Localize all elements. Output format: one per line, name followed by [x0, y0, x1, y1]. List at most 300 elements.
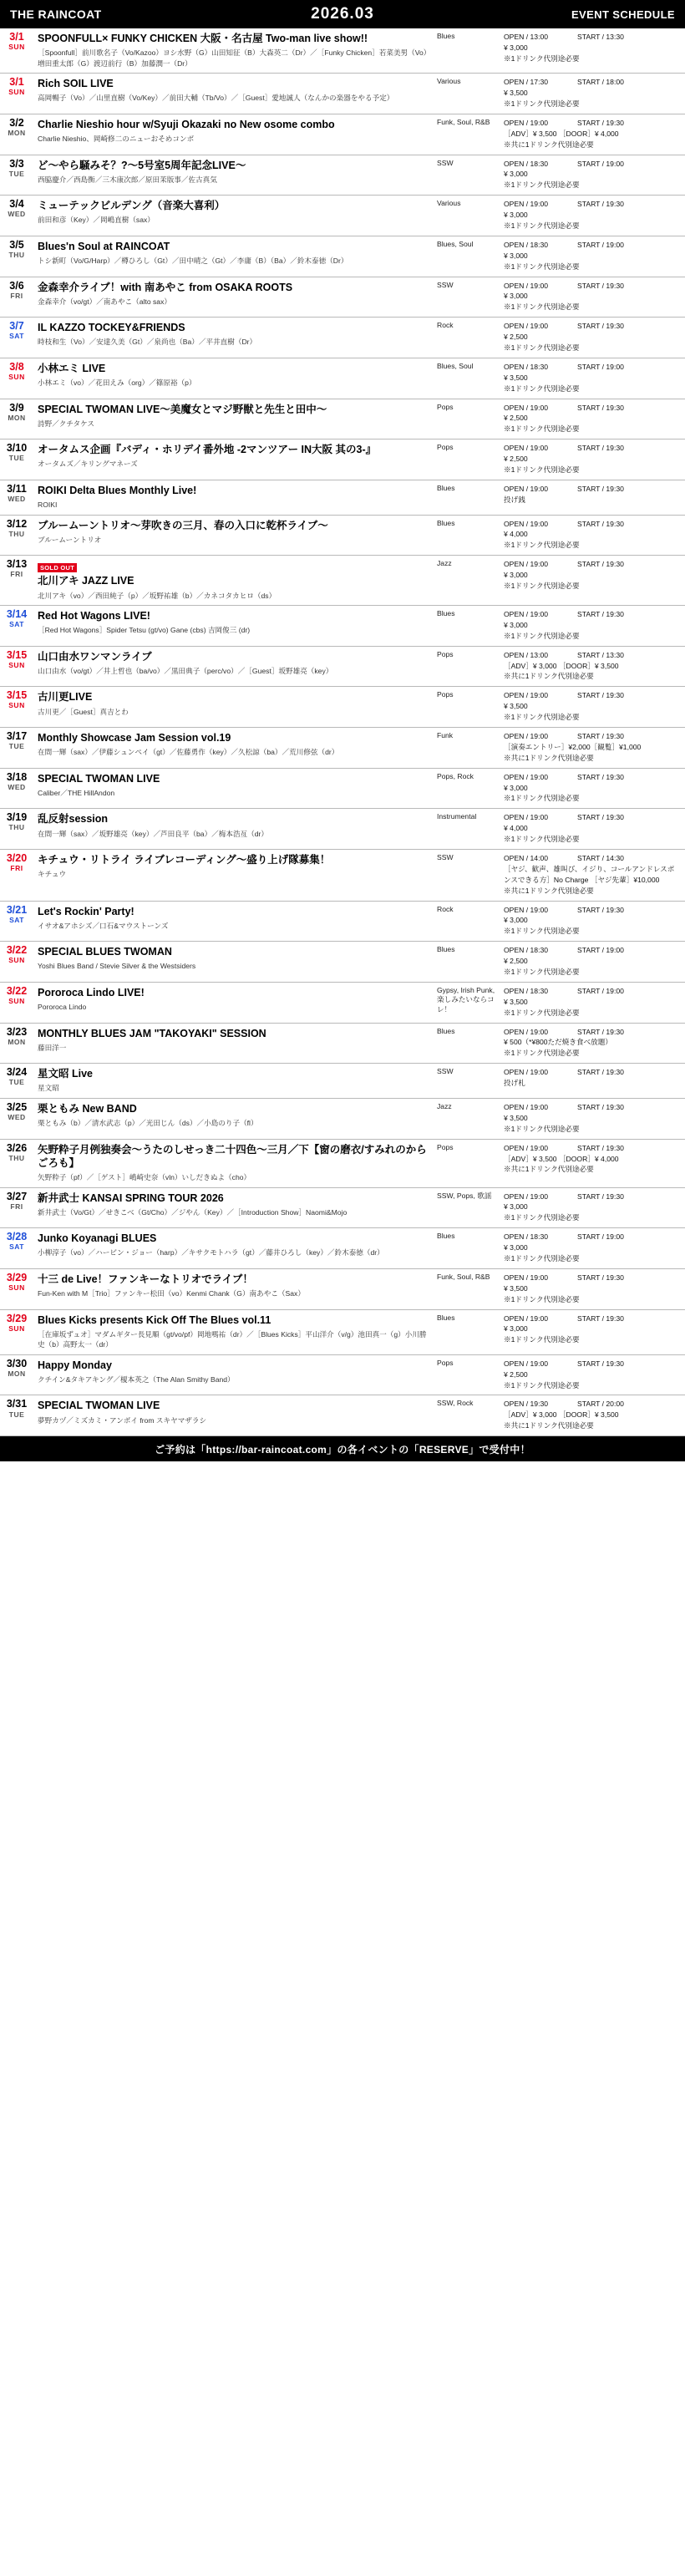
table-row[interactable] — [0, 1309, 685, 1354]
event-weekday: SUN — [8, 372, 25, 381]
event-note: ※1ドリンク代別途必要 — [504, 582, 580, 591]
event-title[interactable]: Blues'n Soul at RAINCOAT — [38, 240, 170, 252]
event-open-time: OPEN / 13:00 — [504, 33, 549, 41]
event-artists: 新井武士（Vo/Gt）／せきこべ（Gt/Cho）／ジやん（Key）／［Introduction Show］Naomi&Mojo — [38, 1207, 348, 1217]
event-day: 3/3 — [9, 157, 24, 170]
event-info-cell — [500, 155, 685, 196]
event-info-cell — [500, 399, 685, 439]
event-title[interactable]: Red Hot Wagons LIVE! — [38, 609, 150, 622]
event-note: ※共に1ドリンク代別途必要 — [504, 672, 594, 681]
table-row[interactable] — [0, 399, 685, 439]
event-title[interactable]: SPECIAL TWOMAN LIVE～美魔女とマジ野獣と先生と田中～ — [38, 403, 327, 415]
event-note: ※1ドリンク代別途必要 — [504, 631, 580, 640]
event-main-cell — [33, 849, 433, 901]
event-price: ¥ 4,000 — [504, 824, 528, 833]
table-row[interactable] — [0, 74, 685, 114]
event-price: ¥ 4,000 — [504, 530, 528, 539]
event-main-cell — [33, 1139, 433, 1187]
table-row[interactable] — [0, 1228, 685, 1269]
event-info-cell — [500, 236, 685, 277]
event-title[interactable]: Let's Rockin' Party! — [38, 905, 134, 917]
event-note: ※1ドリンク代別途必要 — [504, 713, 580, 722]
event-open-time: OPEN / 19:00 — [504, 905, 549, 914]
event-open-time: OPEN / 19:00 — [504, 1068, 549, 1077]
event-note: ※1ドリンク代別途必要 — [504, 1124, 580, 1133]
event-note: ※1ドリンク代別途必要 — [504, 99, 580, 108]
event-note: ※共に1ドリンク代別途必要 — [504, 1421, 594, 1430]
event-title[interactable]: 星文昭 Live — [38, 1068, 93, 1080]
event-day: 3/29 — [6, 1312, 28, 1324]
event-note: ※1ドリンク代別途必要 — [504, 1335, 580, 1344]
event-price: ¥ 3,000 — [504, 571, 528, 580]
event-open-time: OPEN / 19:00 — [504, 200, 549, 209]
event-price: ¥ 3,000 — [504, 916, 528, 925]
event-main-cell — [33, 646, 433, 687]
table-row[interactable] — [0, 1354, 685, 1395]
event-info-cell — [500, 277, 685, 318]
event-info-cell — [500, 1187, 685, 1228]
event-start-time: START / 19:00 — [577, 986, 624, 995]
event-title[interactable]: ROIKI Delta Blues Monthly Live! — [38, 484, 197, 496]
event-title[interactable]: Blues Kicks presents Kick Off The Blues vol.11 — [38, 1313, 271, 1326]
event-main-cell — [33, 439, 433, 480]
table-row[interactable] — [0, 318, 685, 358]
event-artists: 西脇慶介／西島衡／三木康次郎／原田茉版事／佐古真気 — [38, 175, 217, 184]
event-title[interactable]: 小林エミ LIVE — [38, 362, 106, 374]
event-info-cell — [500, 1064, 685, 1099]
event-main-cell — [33, 1309, 433, 1354]
event-main-cell — [33, 1064, 433, 1099]
event-title[interactable]: Happy Monday — [38, 1359, 112, 1371]
event-note: ※1ドリンク代別途必要 — [504, 384, 580, 393]
event-weekday: SUN — [8, 956, 25, 965]
event-title[interactable]: SPOONFULL× FUNKY CHICKEN 大阪・名古屋 Two-man live show!! — [38, 33, 368, 44]
event-genre: Pops, Rock — [433, 768, 500, 809]
table-row[interactable] — [0, 155, 685, 196]
event-note: ※1ドリンク代別途必要 — [504, 968, 580, 976]
event-open-time: OPEN / 18:30 — [504, 240, 549, 249]
table-row[interactable] — [0, 1139, 685, 1187]
event-info-cell — [500, 358, 685, 399]
event-main-cell — [33, 556, 433, 606]
event-weekday: SUN — [8, 660, 25, 669]
event-genre: Pops — [433, 687, 500, 728]
table-row[interactable] — [0, 1395, 685, 1436]
event-artists: 在間一輝（sax）／伊藤シュンペイ（gt）／佐藤勇作（key）／久松諒（ba）／荒川修弦（dr） — [38, 748, 339, 757]
event-open-time: OPEN / 18:30 — [504, 362, 549, 371]
event-info-cell — [500, 809, 685, 850]
event-genre: Various — [433, 74, 500, 114]
event-day: 3/29 — [6, 1271, 28, 1283]
event-info-cell — [500, 196, 685, 236]
table-row[interactable] — [0, 556, 685, 606]
event-open-time: OPEN / 18:30 — [504, 159, 549, 168]
event-artists: 山口由水（vo/gt）／井上哲也（ba/vo）／黒田典子（perc/vo）／［Guest］坂野雄亮（key） — [38, 666, 333, 675]
event-info-cell — [500, 1309, 685, 1354]
event-note: ※1ドリンク代別途必要 — [504, 835, 580, 844]
event-title[interactable]: 乱反射session — [38, 813, 109, 826]
event-note: ※1ドリンク代別途必要 — [504, 1213, 580, 1222]
event-weekday: SUN — [8, 701, 25, 710]
event-start-time: START / 19:30 — [577, 560, 624, 569]
event-open-time: OPEN / 19:00 — [504, 772, 549, 781]
event-open-time: OPEN / 19:00 — [504, 1143, 549, 1152]
event-open-time: OPEN / 19:00 — [504, 118, 549, 127]
event-info-cell — [500, 439, 685, 480]
event-open-time: OPEN / 19:00 — [504, 1027, 549, 1036]
event-title[interactable]: MONTHLY BLUES JAM "TAKOYAKI" SESSION — [38, 1027, 266, 1039]
table-row[interactable] — [0, 687, 685, 728]
event-title[interactable]: 古川更LIVE — [38, 691, 93, 704]
event-main-cell — [33, 1023, 433, 1064]
page-header — [0, 0, 685, 28]
event-day: 3/24 — [6, 1066, 28, 1079]
event-weekday: WED — [8, 1113, 26, 1122]
event-genre: Blues, Soul — [433, 358, 500, 399]
event-price: ¥ 2,500 — [504, 414, 528, 423]
event-start-time: START / 19:30 — [577, 609, 624, 618]
schedule-label: EVENT SCHEDULE — [571, 8, 675, 21]
event-date-cell — [0, 236, 33, 277]
event-weekday: SUN — [8, 88, 25, 97]
event-genre: Rock — [433, 318, 500, 358]
event-weekday: TUE — [8, 1410, 25, 1419]
event-artists: 星文昭 — [38, 1084, 59, 1093]
event-date-cell — [0, 646, 33, 687]
event-title[interactable]: ミューテックビルデング（音楽大喜利） — [38, 200, 226, 212]
event-start-time: START / 19:30 — [577, 281, 624, 290]
event-price: ¥ 3,000 — [504, 620, 528, 629]
event-day: 3/25 — [6, 1100, 28, 1113]
event-open-time: OPEN / 19:00 — [504, 609, 549, 618]
event-genre: Pops — [433, 1354, 500, 1395]
event-date-cell — [0, 399, 33, 439]
event-open-time: OPEN / 19:00 — [504, 691, 549, 700]
event-price: ¥ 3,000 — [504, 43, 528, 52]
event-note: ※1ドリンク代別途必要 — [504, 541, 580, 550]
event-info-cell — [500, 1268, 685, 1309]
event-day: 3/7 — [9, 320, 24, 333]
event-artists: 時枝和生（Vo）／安達久美（Gt）／泉尚也（Ba）／平井直樹（Dr） — [38, 338, 257, 347]
table-row[interactable] — [0, 942, 685, 983]
event-note: ※1ドリンク代別途必要 — [504, 927, 580, 936]
table-row[interactable] — [0, 768, 685, 809]
event-genre: Jazz — [433, 1098, 500, 1139]
event-price: ［ヤジ、歓声、雄叫び、イジり、コールアンドレスポンスできる方］No Charge ［ヤジ先輩］¥10,000 — [504, 864, 675, 884]
event-start-time: START / 19:30 — [577, 905, 624, 914]
event-note: ※共に1ドリンク代別途必要 — [504, 753, 594, 762]
event-main-cell — [33, 114, 433, 155]
event-note: ※1ドリンク代別途必要 — [504, 1294, 580, 1303]
table-row[interactable] — [0, 515, 685, 556]
event-genre: Pops — [433, 399, 500, 439]
event-genre: Pops — [433, 646, 500, 687]
event-title[interactable]: 北川アキ JAZZ LIVE — [38, 575, 134, 587]
event-price: ¥ 2,500 — [504, 1369, 528, 1379]
event-date-cell — [0, 358, 33, 399]
event-artists: クチイン&タキアキング／榎本英之（The Alan Smithy Band） — [38, 1374, 235, 1384]
event-note: ※共に1ドリンク代別途必要 — [504, 886, 594, 895]
table-row[interactable] — [0, 1064, 685, 1099]
table-row[interactable] — [0, 901, 685, 942]
table-row[interactable] — [0, 849, 685, 901]
event-info-cell — [500, 74, 685, 114]
event-open-time: OPEN / 19:00 — [504, 281, 549, 290]
event-price: 投げ銭 — [504, 495, 525, 504]
event-note: ※1ドリンク代別途必要 — [504, 302, 580, 312]
event-title[interactable]: 矢野粋子月例独奏会～うたのしせっき二十四色～三月／下【窗の磨衣/すみれのからごろも】 — [38, 1143, 427, 1169]
event-title[interactable]: オータムス企画『バディ・ホリデイ番外地 -2マンツアー IN大阪 其の3-』 — [38, 444, 377, 456]
event-title[interactable]: SPECIAL BLUES TWOMAN — [38, 946, 172, 958]
event-open-time: OPEN / 19:00 — [504, 560, 549, 569]
event-open-time: OPEN / 19:00 — [504, 444, 549, 453]
event-open-time: OPEN / 19:30 — [504, 1400, 549, 1409]
event-open-time: OPEN / 19:00 — [504, 484, 549, 493]
event-main-cell — [33, 358, 433, 399]
event-date-cell — [0, 809, 33, 850]
event-weekday: MON — [8, 1037, 26, 1046]
event-main-cell — [33, 727, 433, 768]
event-date-cell — [0, 942, 33, 983]
event-price: ¥ 3,000 — [504, 783, 528, 792]
event-title[interactable]: ど～やら騒みそ？?～5号室5周年記念LIVE～ — [38, 159, 246, 171]
event-weekday: SAT — [9, 1242, 24, 1252]
table-row[interactable] — [0, 1187, 685, 1228]
table-row[interactable] — [0, 605, 685, 646]
table-row[interactable] — [0, 439, 685, 480]
event-day: 3/8 — [9, 360, 24, 373]
event-weekday: SAT — [9, 620, 24, 629]
event-title[interactable]: SPECIAL TWOMAN LIVE — [38, 1400, 160, 1412]
event-date-cell — [0, 1309, 33, 1354]
event-title[interactable]: 新井武士 KANSAI SPRING TOUR 2026 — [38, 1191, 224, 1204]
event-open-time: OPEN / 19:00 — [504, 1359, 549, 1368]
event-date-cell — [0, 1064, 33, 1099]
event-start-time: START / 19:30 — [577, 322, 624, 331]
event-open-time: OPEN / 19:00 — [504, 519, 549, 528]
event-main-cell — [33, 277, 433, 318]
event-main-cell — [33, 1098, 433, 1139]
event-info-cell — [500, 942, 685, 983]
event-day: 3/30 — [6, 1357, 28, 1369]
table-row[interactable] — [0, 1268, 685, 1309]
event-weekday: SUN — [8, 43, 25, 52]
event-start-time: START / 19:30 — [577, 403, 624, 412]
event-note: ※1ドリンク代別途必要 — [504, 1254, 580, 1263]
table-row[interactable] — [0, 236, 685, 277]
event-date-cell — [0, 28, 33, 74]
event-genre: Blues — [433, 1309, 500, 1354]
event-open-time: OPEN / 18:30 — [504, 946, 549, 955]
event-weekday: MON — [8, 128, 26, 137]
event-info-cell — [500, 768, 685, 809]
event-price: ¥ 3,500 — [504, 373, 528, 382]
event-price: ¥ 3,500 — [504, 1113, 528, 1122]
event-date-cell — [0, 1354, 33, 1395]
event-weekday: TUE — [8, 1078, 25, 1087]
event-start-time: START / 13:30 — [577, 650, 624, 659]
event-schedule-table — [0, 28, 685, 1436]
event-genre: Various — [433, 196, 500, 236]
event-weekday: WED — [8, 782, 26, 791]
event-weekday: FRI — [10, 570, 23, 579]
event-artists: 金森幸介（vo/gt）／南あやこ（alto sax） — [38, 297, 171, 306]
event-day: 3/6 — [9, 279, 24, 292]
event-start-time: START / 19:30 — [577, 1359, 624, 1368]
event-note: ※共に1ドリンク代別途必要 — [504, 140, 594, 149]
event-price: ¥ 3,500 — [504, 89, 528, 98]
event-weekday: SUN — [8, 1324, 25, 1333]
event-info-cell — [500, 1354, 685, 1395]
event-note: ※1ドリンク代別途必要 — [504, 1008, 580, 1017]
event-price: ¥ 3,000 — [504, 1243, 528, 1252]
event-start-time: START / 19:30 — [577, 1313, 624, 1323]
reservation-footer: ご予約は「https://bar-raincoat.com」の各イベントの「RESERVE」で受付中！ — [0, 1436, 685, 1461]
event-day: 3/10 — [6, 442, 28, 455]
event-date-cell — [0, 768, 33, 809]
table-row[interactable] — [0, 114, 685, 155]
event-start-time: START / 19:00 — [577, 159, 624, 168]
event-date-cell — [0, 849, 33, 901]
event-info-cell — [500, 556, 685, 606]
event-price: ¥ 3,500 — [504, 1283, 528, 1293]
event-title[interactable]: SPECIAL TWOMAN LIVE — [38, 772, 160, 785]
event-start-time: START / 19:30 — [577, 691, 624, 700]
event-genre: Jazz — [433, 556, 500, 606]
event-price: ¥ 3,500 — [504, 997, 528, 1006]
brand-title: THE RAINCOAT — [10, 8, 102, 21]
event-title[interactable]: 山口由水ワンマンライブ — [38, 650, 152, 663]
table-row[interactable] — [0, 646, 685, 687]
event-day: 3/15 — [6, 689, 28, 702]
event-start-time: START / 19:00 — [577, 1232, 624, 1242]
table-row[interactable] — [0, 358, 685, 399]
event-date-cell — [0, 1139, 33, 1187]
event-title[interactable]: Monthly Showcase Jam Session vol.19 — [38, 731, 231, 744]
event-start-time: START / 19:30 — [577, 772, 624, 781]
event-start-time: START / 19:30 — [577, 813, 624, 822]
event-price: ¥ 3,000 — [504, 211, 528, 220]
event-genre: Blues — [433, 1023, 500, 1064]
event-title[interactable]: Pororoca Lindo LIVE! — [38, 986, 145, 998]
event-start-time: START / 20:00 — [577, 1400, 624, 1409]
event-genre: Funk, Soul, R&B — [433, 114, 500, 155]
event-main-cell — [33, 399, 433, 439]
event-info-cell — [500, 318, 685, 358]
event-weekday: FRI — [10, 291, 23, 300]
event-title[interactable]: Junko Koyanagi BLUES — [38, 1232, 157, 1245]
event-main-cell — [33, 480, 433, 515]
table-row[interactable] — [0, 727, 685, 768]
table-row[interactable] — [0, 1098, 685, 1139]
event-genre: SSW, Rock — [433, 1395, 500, 1436]
event-day: 3/21 — [6, 903, 28, 916]
event-start-time: START / 19:30 — [577, 1027, 624, 1036]
event-date-cell — [0, 901, 33, 942]
event-note: ※共に1ドリンク代別途必要 — [504, 1165, 594, 1174]
event-date-cell — [0, 1023, 33, 1064]
event-start-time: START / 19:30 — [577, 1273, 624, 1282]
event-day: 3/2 — [9, 116, 24, 129]
event-main-cell — [33, 809, 433, 850]
event-start-time: START / 19:30 — [577, 118, 624, 127]
event-start-time: START / 19:30 — [577, 731, 624, 740]
event-artists: Fun-Ken with M［Trio］ファンキー松田（vo）Kenmi Chank（G）南あやこ（Sax） — [38, 1289, 305, 1298]
event-title[interactable]: キチュウ・リトライ ライブレコーディング～盛り上げ隊募集！ — [38, 853, 331, 866]
event-date-cell — [0, 687, 33, 728]
event-genre: Gypsy, Irish Punk, 楽しみたいならコレ！ — [433, 982, 500, 1023]
event-artists: 栗ともみ（b）／清水武志（p）／光田じん（ds）／小島のり子（fl） — [38, 1119, 258, 1128]
event-open-time: OPEN / 19:00 — [504, 403, 549, 412]
event-artists: 矢野粋子（pf）／［ゲスト］嶋崎史奈（vln）いしだきぬよ（cho） — [38, 1173, 251, 1182]
event-main-cell — [33, 196, 433, 236]
event-title[interactable]: ブルームーントリオ～芽吹きの三月、春の入口に乾杯ライブ～ — [38, 519, 328, 531]
table-row[interactable] — [0, 480, 685, 515]
event-main-cell — [33, 605, 433, 646]
event-day: 3/18 — [6, 770, 28, 783]
event-genre: Instrumental — [433, 809, 500, 850]
event-weekday: THU — [8, 1153, 25, 1162]
status-badge: SOLD OUT — [38, 563, 77, 572]
event-main-cell — [33, 515, 433, 556]
event-day: 3/5 — [9, 238, 24, 251]
event-artists: 小柳淳子（vo）／ハービン・ジョー（harp）／キサクモトハラ（gt）／藤井ひろし（key）／鈴木泰徳（dr） — [38, 1248, 384, 1258]
event-title[interactable]: IL KAZZO TOCKEY&FRIENDS — [38, 322, 185, 334]
event-title[interactable]: Charlie Nieshio hour w/Syuji Okazaki no New osome combo — [38, 118, 335, 130]
event-day: 3/12 — [6, 517, 28, 530]
event-open-time: OPEN / 19:00 — [504, 1102, 549, 1111]
event-title[interactable]: Rich SOIL LIVE — [38, 78, 114, 90]
event-artists: オータムズ／キリングマネーズ — [38, 460, 138, 469]
table-row[interactable] — [0, 28, 685, 74]
event-note: ※1ドリンク代別途必要 — [504, 1380, 580, 1390]
event-info-cell — [500, 849, 685, 901]
event-date-cell — [0, 727, 33, 768]
event-weekday: MON — [8, 1369, 26, 1378]
event-artists: Charlie Nieshio、岡崎修二のニューおそめコンボ — [38, 135, 195, 144]
event-price: ¥ 3,500 — [504, 702, 528, 711]
event-weekday: WED — [8, 495, 26, 503]
event-genre: Rock — [433, 901, 500, 942]
event-price: ¥ 3,000 — [504, 1202, 528, 1212]
event-artists: 古川更／［Guest］真吉とわ — [38, 707, 129, 716]
event-day: 3/14 — [6, 607, 28, 620]
table-row[interactable] — [0, 809, 685, 850]
event-start-time: START / 19:30 — [577, 1143, 624, 1152]
event-open-time: OPEN / 19:00 — [504, 322, 549, 331]
event-main-cell — [33, 942, 433, 983]
event-genre: SSW — [433, 1064, 500, 1099]
event-genre: Blues — [433, 605, 500, 646]
event-artists: トシ新町（Vo/G/Harp）／樽ひろし（Gt）／田中晴之（Gt）／李庸（B）（Ba）／鈴木泰徳（Dr） — [38, 257, 348, 266]
event-start-time: START / 14:30 — [577, 853, 624, 862]
event-genre: Funk — [433, 727, 500, 768]
table-row[interactable] — [0, 196, 685, 236]
event-main-cell — [33, 687, 433, 728]
event-info-cell — [500, 114, 685, 155]
event-title[interactable]: 十三 de Live！ファンキーなトリオでライブ！ — [38, 1273, 253, 1285]
table-row[interactable] — [0, 1023, 685, 1064]
event-start-time: START / 19:30 — [577, 200, 624, 209]
event-title[interactable]: 金森幸介ライブ！with 南あやこ from OSAKA ROOTS — [38, 281, 293, 293]
event-day: 3/9 — [9, 401, 24, 414]
event-note: ※1ドリンク代別途必要 — [504, 794, 580, 803]
event-start-time: START / 19:00 — [577, 240, 624, 249]
event-date-cell — [0, 982, 33, 1023]
event-title[interactable]: 栗ともみ New BAND — [38, 1102, 137, 1115]
table-row[interactable] — [0, 277, 685, 318]
table-row[interactable] — [0, 982, 685, 1023]
